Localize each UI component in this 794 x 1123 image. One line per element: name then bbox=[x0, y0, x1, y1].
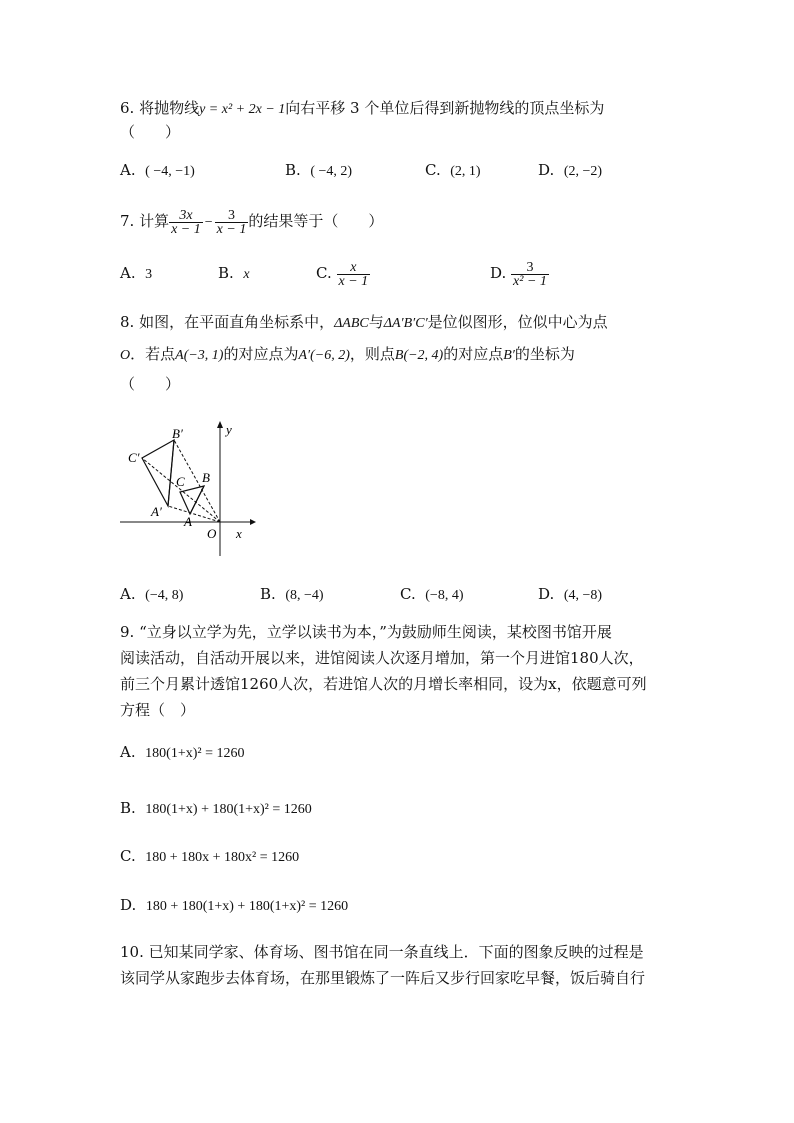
q7-stem bbox=[120, 204, 383, 240]
option-label: C. bbox=[400, 585, 416, 603]
q9-stem-line-4: 方程（ ） bbox=[120, 701, 196, 719]
label-o: O bbox=[207, 526, 217, 541]
option-label: D. bbox=[538, 161, 555, 179]
q7-option-d bbox=[490, 256, 549, 290]
label-a: A bbox=[184, 514, 192, 529]
text: 是位似图形，位似中心为点 bbox=[427, 313, 608, 331]
q8-stem-line-2 bbox=[120, 344, 575, 366]
q7-option-c bbox=[316, 256, 370, 290]
q9-stem-line-2: 阅读活动，自活动开展以来，进馆阅读人次逐月增加，第一个月进馆180人次， bbox=[120, 649, 644, 667]
q6-option-c bbox=[425, 160, 481, 182]
q10-stem-line-2: 该同学从家跑步去体育场，在那里锻炼了一阵后又步行回家吃早餐，饭后骑自行 bbox=[120, 969, 646, 987]
option-value: 3 bbox=[145, 267, 153, 282]
q9-option-c bbox=[120, 846, 299, 868]
option-value: (2, 1) bbox=[450, 164, 481, 179]
q9-stem-line-1: 9. “立身以立学为先，立学以读书为本，”为鼓励师生阅读，某校图书馆开展 bbox=[120, 623, 612, 641]
q6-stem-text-a: 6. 将抛物线 bbox=[120, 99, 200, 117]
fraction-numerator: 3 bbox=[215, 209, 249, 223]
option-value: 180(1+x)² = 1260 bbox=[145, 746, 245, 761]
label-c: C bbox=[176, 474, 185, 489]
fraction-denominator: x² − 1 bbox=[513, 273, 547, 289]
option-label: A. bbox=[120, 743, 136, 761]
q7-option-a bbox=[120, 263, 152, 285]
q8-option-b bbox=[260, 584, 324, 606]
option-label: C. bbox=[425, 161, 441, 179]
option-fraction bbox=[337, 261, 371, 288]
option-value: ( −4, −1) bbox=[145, 164, 195, 179]
q7-stem-text-b: 的结果等于（ ） bbox=[248, 212, 384, 230]
text: ．若点 bbox=[130, 345, 176, 363]
q7-fraction-1 bbox=[169, 209, 203, 236]
option-value: x bbox=[243, 267, 250, 282]
q6-stem-text-b: 向右平移 3 个单位后得到新抛物线的顶点坐标为 bbox=[285, 99, 605, 117]
q8-option-a bbox=[120, 584, 183, 606]
q9-option-a bbox=[120, 742, 244, 764]
option-fraction bbox=[511, 261, 549, 288]
fraction-numerator: 3 bbox=[511, 261, 549, 275]
label-b: B bbox=[202, 470, 210, 485]
option-label: A. bbox=[120, 585, 136, 603]
q8-option-d bbox=[538, 584, 602, 606]
option-value: (4, −8) bbox=[563, 588, 603, 603]
text: 与 bbox=[368, 313, 384, 331]
label-a2: A′ bbox=[151, 504, 162, 519]
q8-option-c bbox=[400, 584, 464, 606]
option-label: B. bbox=[120, 799, 136, 817]
triangle-abc: ΔABC bbox=[334, 316, 369, 331]
q7-fraction-2 bbox=[215, 209, 249, 236]
q9-stem-line-3: 前三个月累计透馆1260人次，若进馆人次的月增长率相同，设为x，依题意可列 bbox=[120, 675, 647, 693]
y-axis-arrow-icon bbox=[217, 421, 223, 428]
point-o: O bbox=[120, 348, 131, 363]
option-value: (2, −2) bbox=[563, 164, 603, 179]
q6-option-d bbox=[538, 160, 602, 182]
triangle-a2b2c2-edge bbox=[168, 440, 174, 506]
option-label: C. bbox=[120, 847, 136, 865]
fraction-numerator: 3x bbox=[169, 209, 203, 223]
q6-stem bbox=[120, 98, 604, 120]
q8-stem-line-1 bbox=[120, 312, 608, 334]
text: 8. 如图，在平面直角坐标系中， bbox=[120, 313, 335, 331]
q10-stem-line-1: 10. 已知某同学家、体育场、图书馆在同一条直线上．下面的图象反映的过程是 bbox=[120, 943, 644, 961]
option-value: 180(1+x) + 180(1+x)² = 1260 bbox=[145, 802, 312, 817]
label-c2: C′ bbox=[128, 450, 140, 465]
text: 的坐标为 bbox=[514, 345, 575, 363]
text: 的对应点 bbox=[443, 345, 504, 363]
q8-coordinate-figure bbox=[118, 418, 258, 558]
q9-option-d bbox=[120, 895, 348, 917]
label-x: x bbox=[236, 526, 242, 541]
x-axis-arrow-icon bbox=[250, 519, 256, 525]
fraction-denominator: x − 1 bbox=[338, 273, 369, 289]
option-value: (−8, 4) bbox=[425, 588, 464, 603]
label-b2: B′ bbox=[172, 426, 183, 441]
option-value: 180 + 180x + 180x² = 1260 bbox=[145, 850, 300, 865]
option-value: ( −4, 2) bbox=[310, 164, 353, 179]
option-label: D. bbox=[490, 264, 507, 282]
option-label: C. bbox=[316, 264, 332, 282]
option-label: A. bbox=[120, 161, 136, 179]
point-b: B(−2, 4) bbox=[394, 348, 444, 363]
option-label: B. bbox=[285, 161, 301, 179]
q6-option-b bbox=[285, 160, 352, 182]
q6-option-a bbox=[120, 160, 195, 182]
text: 的对应点为 bbox=[223, 345, 299, 363]
point-a2: A′(−6, 2) bbox=[298, 348, 350, 363]
q6-formula: y = x² + 2x − 1 bbox=[199, 102, 286, 117]
option-label: B. bbox=[218, 264, 234, 282]
q7-minus-sign: − bbox=[204, 215, 213, 230]
q8-answer-paren: （ ） bbox=[120, 375, 181, 393]
point-b2: B′ bbox=[503, 348, 515, 363]
q7-stem-text-a: 7. 计算 bbox=[120, 212, 170, 230]
point-a: A(−3, 1) bbox=[175, 348, 224, 363]
option-label: A. bbox=[120, 264, 136, 282]
fraction-denominator: x − 1 bbox=[216, 221, 247, 237]
option-label: D. bbox=[538, 585, 555, 603]
label-y: y bbox=[226, 422, 232, 437]
q7-option-b bbox=[218, 263, 250, 285]
q9-option-b bbox=[120, 798, 312, 820]
option-value: (8, −4) bbox=[285, 588, 324, 603]
triangle-a2b2c2: ΔA′B′C′ bbox=[383, 316, 428, 331]
text: ，则点 bbox=[349, 345, 395, 363]
option-label: D. bbox=[120, 896, 137, 914]
q6-answer-paren: （ ） bbox=[120, 123, 181, 141]
triangle-abc-edge bbox=[190, 486, 204, 514]
fraction-numerator: x bbox=[337, 261, 371, 275]
option-value: (−4, 8) bbox=[145, 588, 184, 603]
option-label: B. bbox=[260, 585, 276, 603]
fraction-denominator: x − 1 bbox=[171, 221, 201, 237]
option-value: 180 + 180(1+x) + 180(1+x)² = 1260 bbox=[145, 899, 349, 914]
